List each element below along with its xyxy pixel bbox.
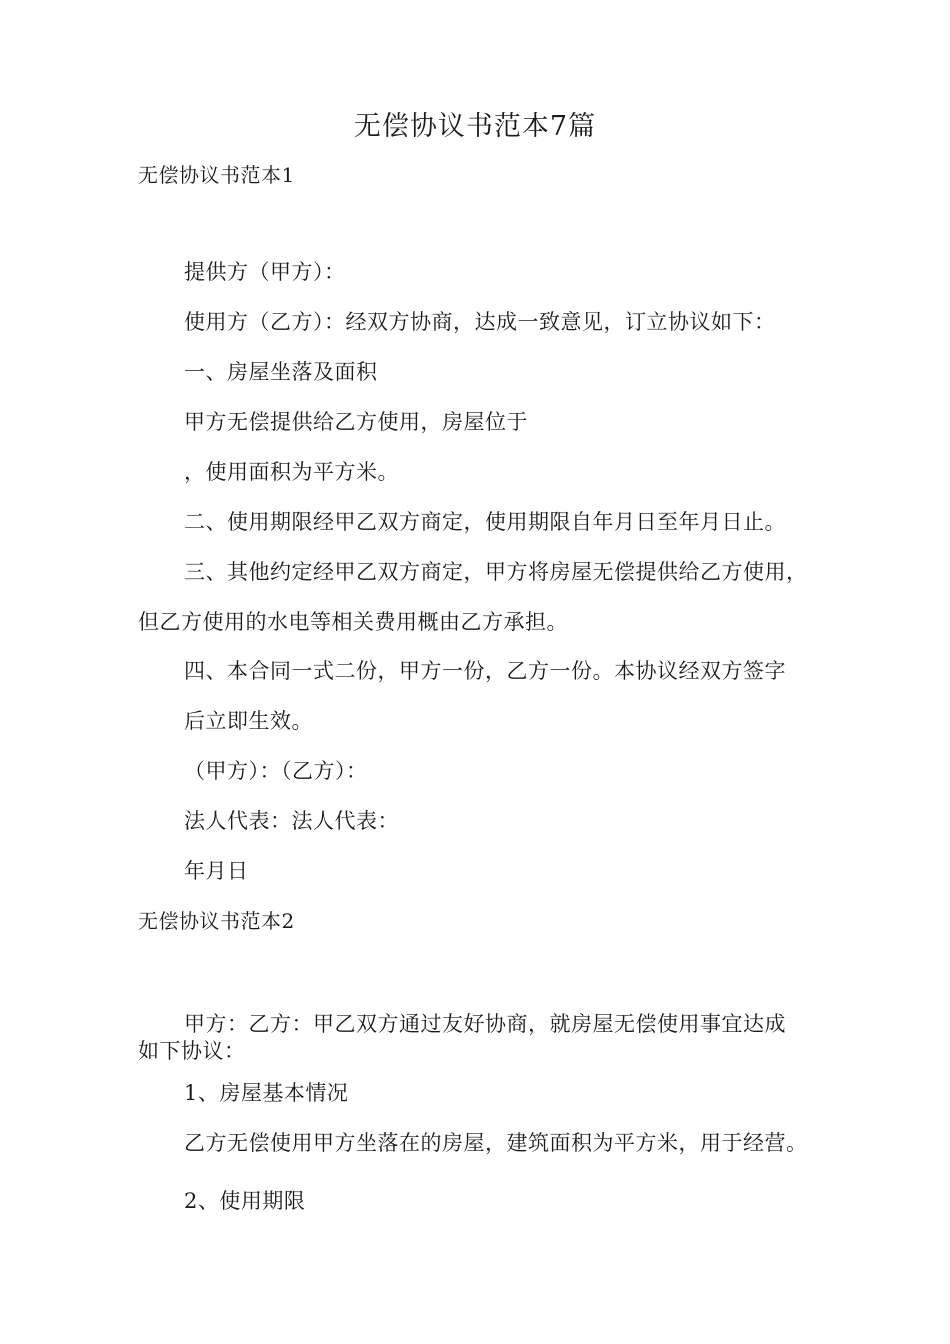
legal-representatives: 法人代表：法人代表： (184, 809, 399, 833)
section-2-heading: 2、使用期限 (184, 1189, 306, 1213)
clause-2-text: 二、使用期限经甲乙双方商定，使用期限自年月日至年月日止。 (184, 510, 786, 534)
document-title: 无偿协议书范本7篇 (353, 111, 597, 142)
clause-1-area: ，使用面积为平方米。 (184, 460, 399, 484)
clause-3-continued: 但乙方使用的水电等相关费用概由乙方承担。 (138, 610, 568, 634)
clause-4-text: 四、本合同一式二份，甲方一份，乙方一份。本协议经双方签字 (184, 659, 786, 683)
parties-intro: 甲方：乙方：甲乙双方通过友好协商，就房屋无偿使用事宜达成 (184, 1012, 786, 1036)
sample-1-heading: 无偿协议书范本1 (138, 163, 295, 187)
clause-1-text: 甲方无偿提供给乙方使用，房屋位于 (184, 410, 528, 434)
sample-2-heading: 无偿协议书范本2 (138, 909, 295, 933)
section-1-text: 乙方无偿使用甲方坐落在的房屋，建筑面积为平方米，用于经营。 (184, 1131, 808, 1155)
party-a-line: 提供方（甲方）： (184, 260, 346, 284)
clause-3-text: 三、其他约定经甲乙双方商定，甲方将房屋无偿提供给乙方使用， (184, 560, 808, 584)
parties-intro-continued: 如下协议： (138, 1039, 246, 1063)
signature-parties: （甲方）：（乙方）： (184, 759, 368, 783)
signature-date: 年月日 (184, 859, 249, 883)
section-1-heading: 1、房屋基本情况 (184, 1081, 349, 1105)
clause-1-heading: 一、房屋坐落及面积 (184, 360, 378, 384)
clause-4-continued: 后立即生效。 (184, 709, 313, 733)
party-b-line: 使用方（乙方）：经双方协商，达成一致意见，订立协议如下： (184, 310, 776, 334)
